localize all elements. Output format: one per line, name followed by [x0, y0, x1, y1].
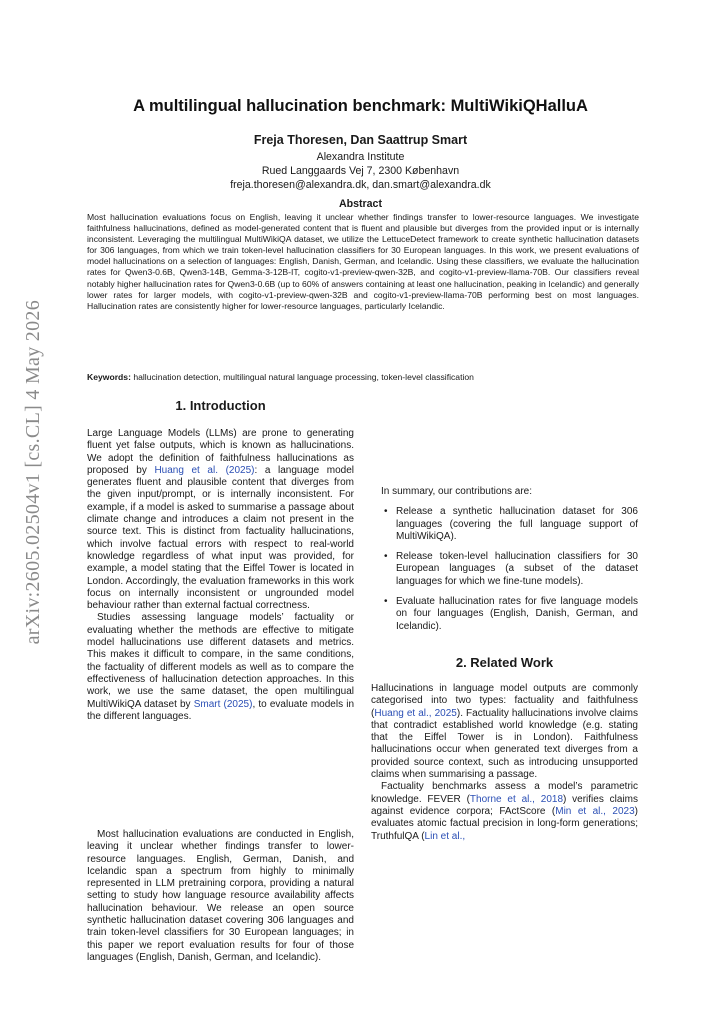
list-item: [371, 596, 638, 633]
text-span: Studies assessing language models’ factuality or evaluating whether the methods are effective to mitigate model hallucinations use different datasets and metrics. This makes it difficult to compare, in the same conditions, the factuality of different models as well as to compare the effectiveness of hallucination detection approaches. In this work, we use the same dataset, the open multilingual MultiWikiQA dataset by: [87, 612, 354, 710]
citation-link[interactable]: Lin et al.,: [424, 830, 466, 842]
intro-heading: 1. Introduction: [175, 398, 266, 413]
text-span: Factuality benchmarks assess a model’s parametric knowledge. FEVER (: [371, 781, 638, 805]
text-span: Hallucinations in language model outputs are commonly categorised into two types: factuality and faithfulness (: [371, 682, 638, 719]
right-column: [371, 398, 638, 843]
intro-paragraph-3: [87, 829, 354, 963]
text-span: , to evaluate models in the different languages.: [87, 698, 355, 722]
intro-paragraph-1: [87, 428, 354, 612]
list-item: [371, 506, 638, 543]
keywords-text: hallucination detection, multilingual natural language processing, token-level classification: [130, 372, 474, 382]
text-span: ) verifies claims against evidence corpora; FActScore (: [371, 793, 639, 817]
list-item: [371, 551, 638, 588]
keywords-line: [87, 372, 639, 383]
citation-link[interactable]: Smart (2025): [193, 698, 253, 710]
paper-title: A multilingual hallucination benchmark: MultiWikiQHalluA: [133, 97, 588, 115]
text-span: ). Factuality hallucinations involve claims that contradict established world knowledge (e.g. stating that the Eiffel Tower is in London). Faithfulness hallucinations occur when generated text diverges from a provided source context, such as introducing unsupported claims when summarising a passage.: [371, 707, 639, 781]
list-item-text: Release a synthetic hallucination dataset for 306 languages (covering the full language support of MultiWikiQA).: [396, 506, 638, 542]
arxiv-side-stamp: arXiv:2605.02504v1 [cs.CL] 4 May 2026: [22, 300, 44, 645]
intro-paragraph-3-continued: [371, 398, 638, 484]
text-span: : a language model generates fluent and plausible content that diverges from the given input/prompt, or is internally inconsistent. For example, if a model is asked to summarise a passage about climate change and introduces a claim not present in the source text. This is distinct from factuality hallucinations, which involve factual errors with respect to real-world knowledge regardless of what input was provided, for example, a model stating that the Eiffel Tower is located in London. Accordingly, the evaluation frameworks in this work focus on internally inconsistent or ungrounded model behaviour rather than external factual correctness.: [87, 464, 354, 612]
keywords-label: Keywords:: [87, 372, 131, 382]
related-work-heading: 2. Related Work: [455, 654, 554, 670]
affiliation-address: Rued Langgaards Vej 7, 2300 København: [261, 165, 460, 177]
bullet-icon: •: [384, 551, 388, 563]
bullet-icon: •: [384, 506, 388, 518]
author-list: Freja Thoresen, Dan Saattrup Smart: [253, 133, 468, 147]
abstract-heading: Abstract: [339, 198, 382, 210]
intro-paragraph-2: [87, 612, 354, 723]
contributions-list: [371, 506, 638, 633]
left-column: [87, 398, 354, 723]
bullet-icon: •: [384, 596, 388, 608]
text-span: Most hallucination evaluations are conducted in English, leaving it unclear whether findings transfer to lower-resource languages. English, German, Danish, and Icelandic span a spectrum from highly to minimally represented in LLM pretraining corpora, providing a natural setting to study how language resource availability affects hallucination behaviour. We release an open source synthetic hallucination dataset covering 306 languages and train token-level classifiers for 30 European languages; in this paper we report evaluation results for four of those languages (English, Danish, German, and Icelandic).: [87, 829, 354, 963]
text-span: Large Language Models (LLMs) are prone to generating fluent yet false outputs, which is known as hallucinations. We adopt the definition of faithfulness hallucinations as proposed by: [87, 428, 354, 476]
citation-link[interactable]: Huang et al., 2025: [374, 707, 457, 719]
list-item-text: Release token-level hallucination classifiers for 30 European languages (a subset of the dataset languages for which we fine-tune models).: [396, 551, 638, 587]
abstract-text: Most hallucination evaluations focus on English, leaving it unclear whether findings transfer to lower-resource languages. We investigate faithfulness hallucinations, defined as model-generated content that is fluent and plausible but diverges from the provided input or is internally inconsistent. Leveraging the multilingual MultiWikiQA dataset, we utilize the LettuceDetect framework to create synthetic hallucination datasets for 306 languages, from which we train token-level hallucination classifiers for 30 European languages. In this work, we present evaluations of model hallucinations on a selection of languages: English, Danish, German, and Icelandic. Using these classifiers, we evaluate the hallucination rates for Qwen3-0.6B, Qwen3-14B, Gemma-3-12B-IT, cogito-v1-preview-qwen-32B, and cogito-v1-preview-llama-70B. Our classifiers reveal notably higher hallucination rates for Qwen3-0.6B (up to 60% of answers containing at least one hallucination, peaking in Icelandic) and generally lower rates for larger models, with cogito-v1-preview-qwen-32B and cogito-v1-preview-llama-70B performing best on most languages. Hallucination rates are consistently higher for lower-resource languages, particularly Icelandic.: [87, 212, 639, 311]
citation-link[interactable]: Huang et al. (2025): [154, 464, 255, 476]
left-column-continued: [87, 829, 354, 963]
related-paragraph-1: [371, 683, 638, 781]
related-paragraph-2: [371, 781, 638, 842]
author-emails: freja.thoresen@alexandra.dk, dan.smart@alexandra.dk: [230, 179, 491, 191]
affiliation-institute: Alexandra Institute: [316, 151, 405, 163]
contributions-intro: In summary, our contributions are:: [381, 486, 532, 497]
citation-link[interactable]: Min et al., 2023: [555, 805, 635, 817]
citation-link[interactable]: Thorne et al., 2018: [469, 793, 564, 805]
text-span: ) evaluates atomic factual precision in long-form generations; TruthfulQA (: [371, 805, 639, 842]
list-item-text: Evaluate hallucination rates for five language models on four languages (English, Danish, German, and Icelandic).: [396, 596, 638, 632]
